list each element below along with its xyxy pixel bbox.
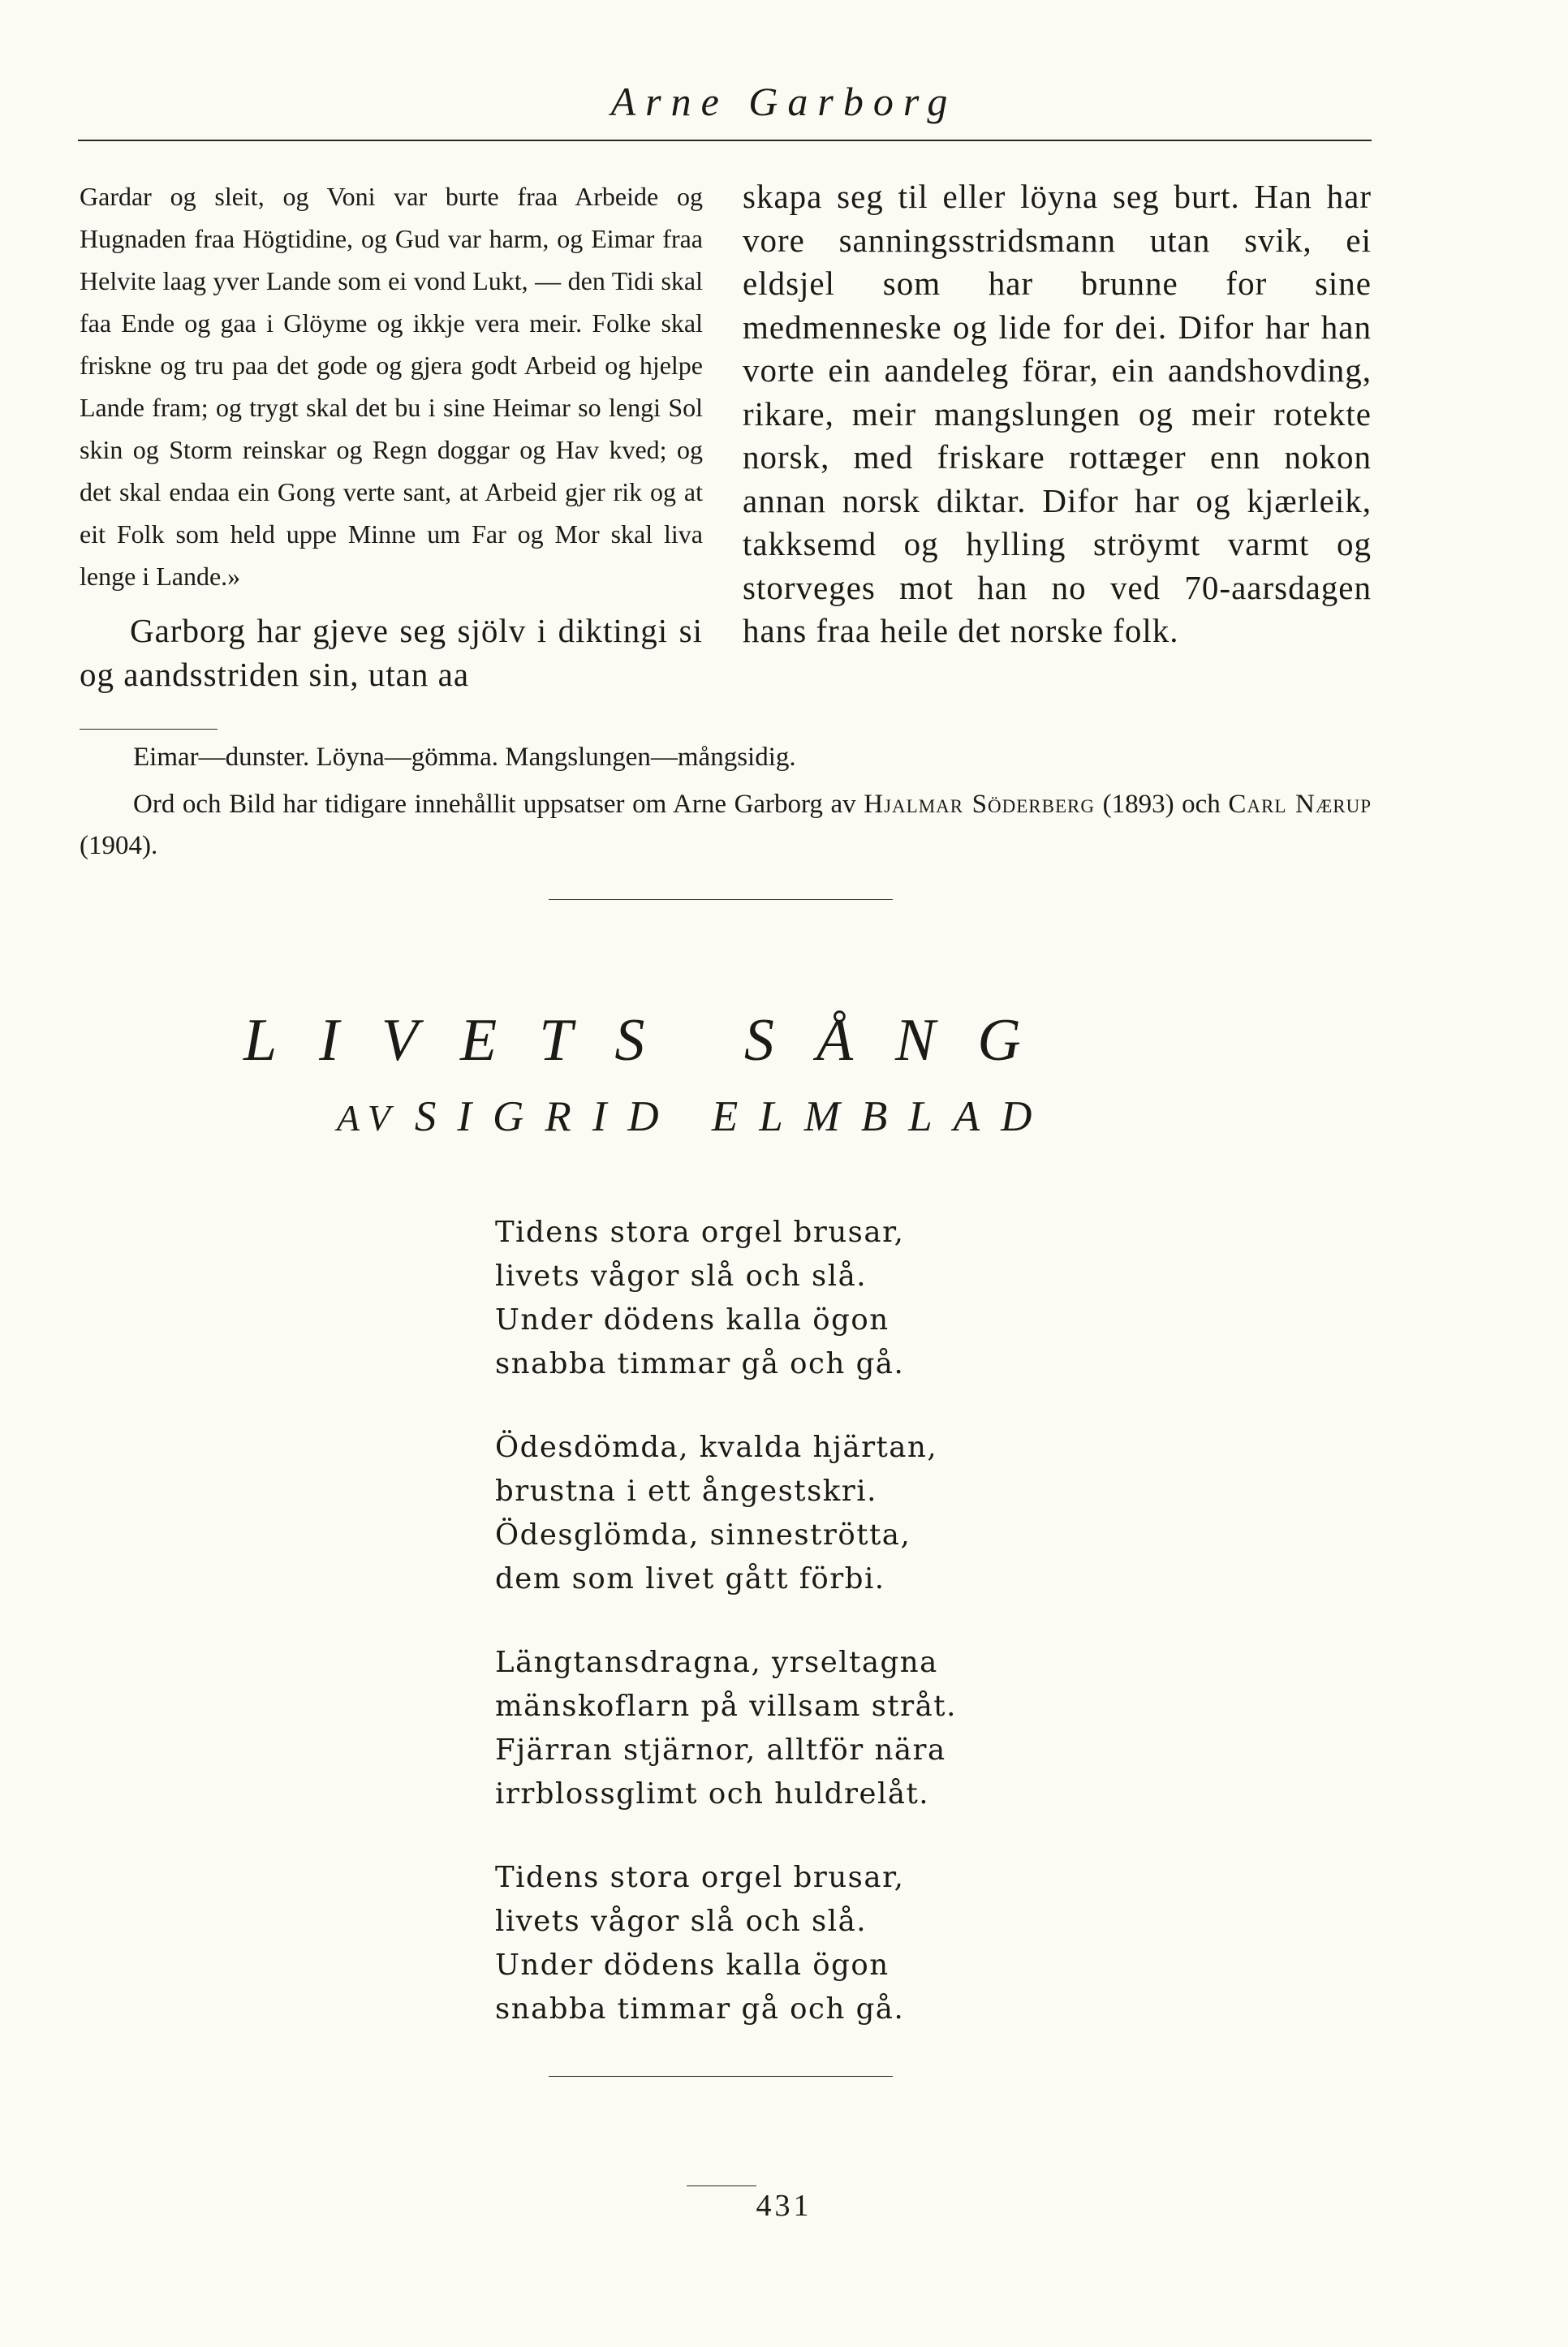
poem-line: dem som livet gått förbi. xyxy=(495,1562,885,1596)
running-title: Arne Garborg xyxy=(610,79,958,124)
poem-author-prefix: AV xyxy=(337,1097,400,1139)
stanza xyxy=(495,1211,1226,1386)
section-divider-bottom xyxy=(549,2076,893,2077)
left-body-paragraph: Garborg har gjeve seg sjölv i diktingi si og aandsstriden sin, utan aa xyxy=(80,612,703,693)
poem-author: SIGRID ELMBLAD xyxy=(414,1093,1053,1140)
poem-line: irrblossglimt och huldrelåt. xyxy=(495,1777,930,1811)
section-divider-top xyxy=(549,899,893,900)
poem-body xyxy=(495,1211,1226,2071)
footnote-sources xyxy=(80,784,1372,867)
sources-prefix: Ord och Bild har tidigare innehållit uppsatser om Arne Garborg av xyxy=(133,790,856,819)
header-rule xyxy=(78,140,1372,141)
poem-line: Under dödens kalla ögon xyxy=(495,1949,890,1982)
author-hjalmar-soderberg: Hjalmar Söderberg xyxy=(864,790,1095,819)
poem-title: LIVETS SÅNG xyxy=(243,1007,1063,1074)
footnote-glossary: Eimar—dunster. Löyna—gömma. Mangslungen—mångsidig. xyxy=(133,743,796,772)
quote-paragraph: Gardar og sleit, og Voni var burte fraa Arbeide og Hugnaden fraa Högtidine, og Gud var harm, og Eimar fraa Helvite laag yver Lande som ei vond Lukt, — den Tidi skal faa Ende og gaa i Glöyme og ikkje vera meir. Folke skal friskne og tru paa det gode og gjera godt Arbeid og hjelpe Lande fram; og trygt skal det bu i sine Heimar so lengi Sol skin og Storm reinskar og Regn doggar og Hav kved; og det skal endaa ein Gong verte sant, at Arbeid gjer rik og at eit Folk som held uppe Minne um Far og Mor skal liva lenge i Lande.» xyxy=(80,182,703,591)
right-column xyxy=(743,175,1372,653)
poem-line: Ödesdömda, kvalda hjärtan, xyxy=(495,1431,938,1464)
stanza xyxy=(495,1426,1226,1601)
poem-line: Fjärran stjärnor, alltför nära xyxy=(495,1733,946,1767)
poem-line: Under dödens kalla ögon xyxy=(495,1303,890,1337)
author-carl-naerup: Carl Nærup xyxy=(1228,790,1372,819)
stanza xyxy=(495,1641,1226,1816)
poem-line: snabba timmar gå och gå. xyxy=(495,1347,905,1380)
poem-line: Tidens stora orgel brusar, xyxy=(495,1216,905,1249)
poem-line: snabba timmar gå och gå. xyxy=(495,1992,905,2026)
right-body-paragraph: skapa seg til eller löyna seg burt. Han har vore sanningsstridsmann utan svik, ei eldsjel som har brunne for sine medmenneske og lide for dei. Difor har han vorte ein aandeleg förar, ein aandshovding, rikare, meir mangslungen og meir rotekte norsk, med friskare rottæger enn nokon annan norsk diktar. Difor har og kjærleik, takksemd og hylling ströymt varmt og storveges mot han no ved 70-aarsdagen hans fraa heile det norske folk. xyxy=(743,178,1372,649)
poem-author-line xyxy=(337,1092,1053,1141)
poem-line: Ödesglömda, sinneströtta, xyxy=(495,1518,911,1552)
sources-middle: (1893) och xyxy=(1102,790,1221,819)
left-column xyxy=(80,175,703,696)
poem-line: brustna i ett ångestskri. xyxy=(495,1475,877,1508)
stanza xyxy=(495,1856,1226,2031)
footnote-rule xyxy=(80,729,218,730)
poem-line: Tidens stora orgel brusar, xyxy=(495,1861,905,1894)
poem-line: livets vågor slå och slå. xyxy=(495,1260,868,1293)
page-number: 431 xyxy=(756,2189,812,2223)
poem-line: mänskoflarn på villsam stråt. xyxy=(495,1690,957,1723)
poem-line: Längtansdragna, yrseltagna xyxy=(495,1646,938,1679)
poem-line: livets vågor slå och slå. xyxy=(495,1905,868,1938)
sources-suffix: (1904). xyxy=(80,831,158,860)
